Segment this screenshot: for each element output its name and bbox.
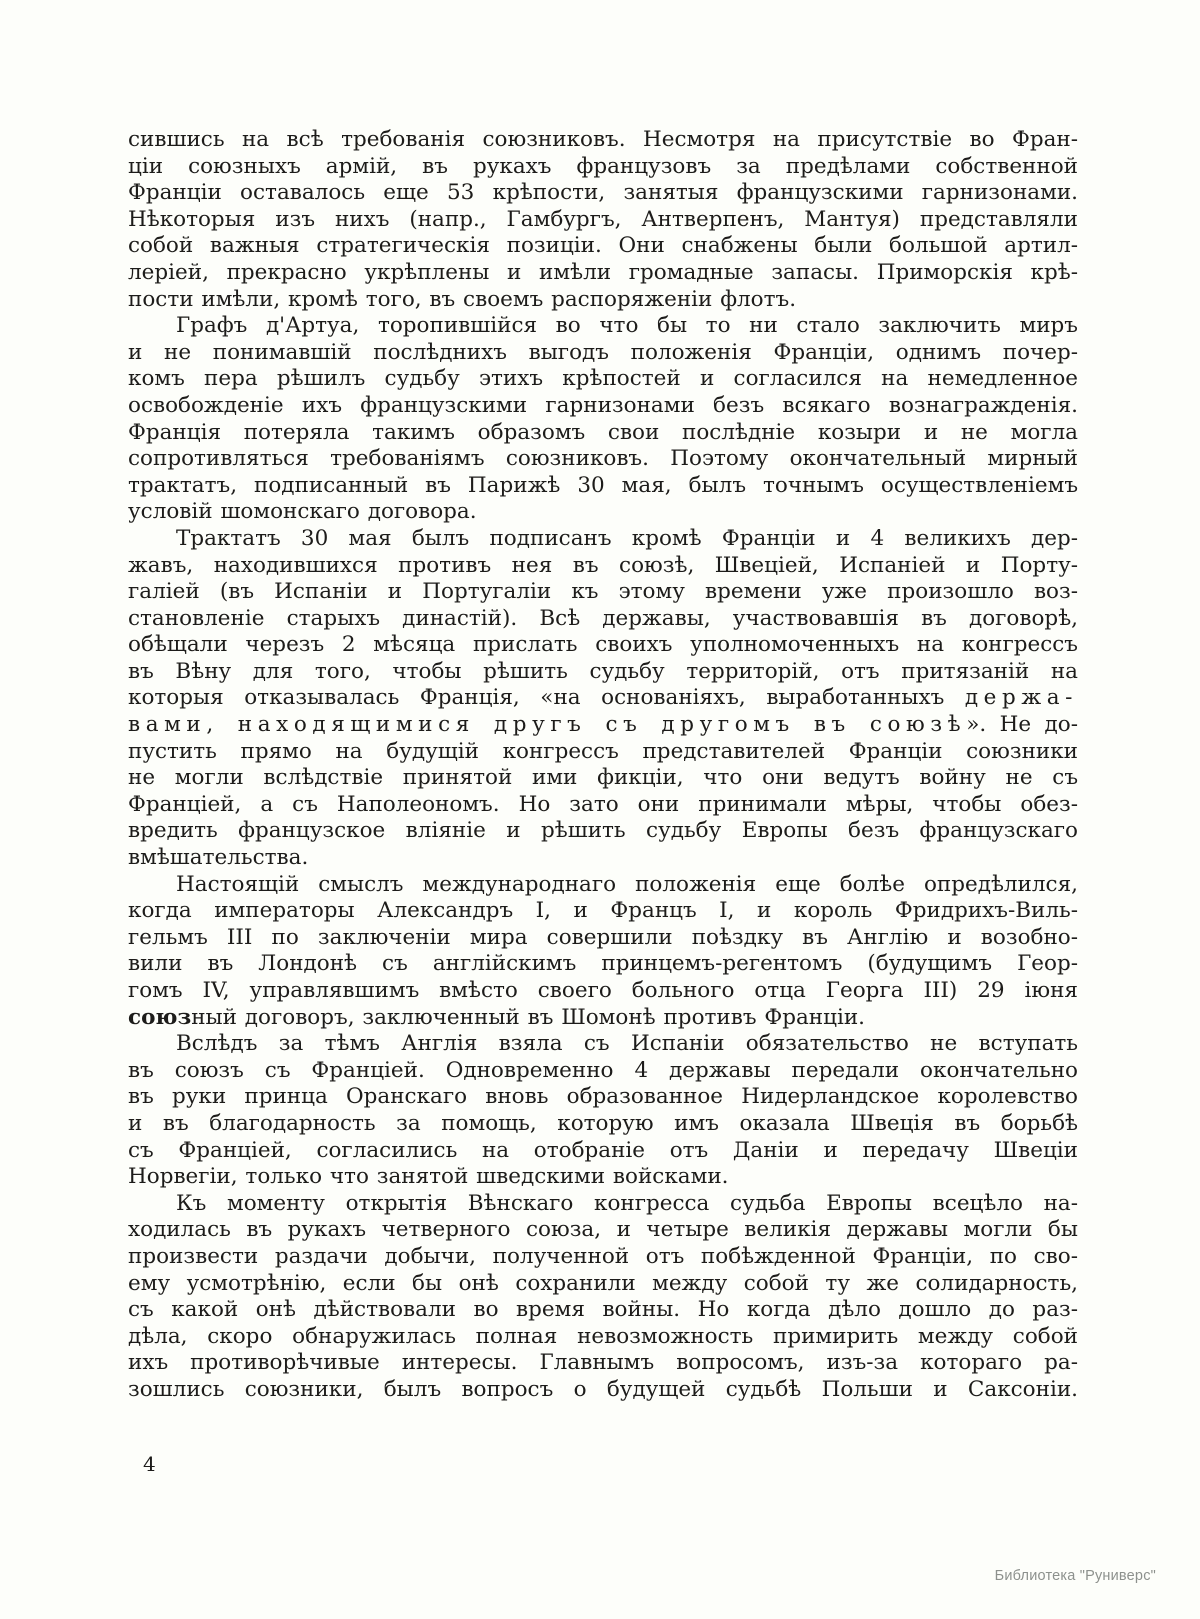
text-line	[128, 366, 1078, 393]
text-run: Франція потеряла такимъ образомъ свои послѣдніе козыри и не могла	[128, 419, 1078, 445]
text-line	[128, 712, 1078, 739]
text-run: въ Вѣну для того, чтобы рѣшить судьбу территорій, отъ притязаній на	[128, 658, 1078, 684]
text-line	[128, 287, 1078, 314]
text-run: не могли вслѣдствіе принятой ими фикціи, что они ведутъ войну не съ	[128, 765, 1078, 791]
text-line	[128, 765, 1078, 792]
text-run: собой важныя стратегическія позиціи. Они снабжены были большой артил-	[128, 233, 1078, 259]
text-line	[128, 951, 1078, 978]
text-line	[128, 1271, 1078, 1298]
text-line	[128, 1138, 1078, 1165]
text-line	[128, 473, 1078, 500]
text-line	[128, 499, 1078, 526]
text-run: пости имѣли, кромѣ того, въ своемъ распоряженіи флотъ.	[128, 286, 797, 312]
text-line	[128, 925, 1078, 952]
text-run: ». Не до-	[966, 712, 1079, 738]
text-line	[128, 313, 1078, 340]
text-run: въ руки принца Оранскаго вновь образованное Нидерландское королевство	[128, 1084, 1078, 1110]
text-run: сопротивляться требованіямъ союзниковъ. Поэтому окончательный мирный	[128, 446, 1078, 472]
text-line	[128, 1058, 1078, 1085]
page-text	[128, 127, 1078, 1404]
text-run: вили въ Лондонѣ съ англійскимъ принцемъ-регентомъ (будущимъ Геор-	[128, 951, 1078, 977]
text-line	[128, 127, 1078, 154]
text-line	[128, 1111, 1078, 1138]
text-line	[128, 154, 1078, 181]
paragraph	[128, 313, 1078, 526]
text-line	[128, 659, 1078, 686]
text-line	[128, 260, 1078, 287]
text-run: Франціей, а съ Наполеономъ. Но зато они принимали мѣры, чтобы обез-	[128, 791, 1078, 817]
text-line	[128, 845, 1078, 872]
text-run: обѣщали черезъ 2 мѣсяца прислать своихъ уполномоченныхъ на конгрессъ	[128, 632, 1078, 658]
text-run: съ какой онѣ дѣйствовали во время войны. Но когда дѣло дошло до раз-	[128, 1297, 1078, 1323]
text-line	[128, 792, 1078, 819]
text-run: ихъ противорѣчивые интересы. Главнымъ вопросомъ, изъ-за котораго ра-	[128, 1350, 1078, 1376]
text-run: когда императоры Александръ I, и Францъ I, и король Фридрихъ-Виль-	[128, 898, 1078, 924]
text-line	[128, 579, 1078, 606]
text-line	[128, 978, 1078, 1005]
text-line	[128, 632, 1078, 659]
text-run: становленіе старыхъ династій). Всѣ державы, участвовавшія въ договорѣ,	[128, 605, 1078, 631]
text-run: дѣла, скоро обнаружилась полная невозможность примирить между собой	[128, 1323, 1078, 1349]
text-run: Къ моменту открытія Вѣнскаго конгресса судьба Европы всецѣло на-	[176, 1190, 1078, 1216]
text-run: освобожденіе ихъ французскими гарнизонами безъ всякаго вознагражденія.	[128, 392, 1078, 418]
text-run: Графъ д'Артуа, торопившійся во что бы то ни стало заключить миръ	[176, 313, 1078, 339]
text-line	[128, 180, 1078, 207]
text-run: гомъ IV, управлявшимъ вмѣсто своего больного отца Георга III) 29 іюня	[128, 978, 1078, 1003]
text-line	[128, 818, 1078, 845]
letterspaced-emphasis: держа-	[964, 685, 1078, 711]
text-run: съ Франціей, согласились на отобраніе отъ Даніи и передачу Швеціи	[128, 1137, 1078, 1163]
text-line	[128, 685, 1078, 712]
paragraph	[128, 872, 1078, 1032]
text-line	[128, 1217, 1078, 1244]
text-run: гельмъ III по заключеніи мира совершили поѣздку въ Англію и возобно-	[128, 924, 1078, 950]
text-line	[128, 553, 1078, 580]
text-line	[128, 1031, 1078, 1058]
text-run: пустить прямо на будущій конгрессъ представителей Франціи союзники	[128, 738, 1078, 764]
text-run: галіей (въ Испаніи и Португаліи къ этому времени уже произошло воз-	[128, 579, 1078, 605]
text-run: вредить французское вліяніе и рѣшить судьбу Европы безъ французскаго	[128, 818, 1078, 844]
bold-text: союз	[128, 1004, 192, 1030]
text-run: условій шомонскаго договора.	[128, 499, 477, 525]
text-line	[128, 446, 1078, 473]
text-run: леріей, прекрасно укрѣплены и имѣли громадные запасы. Приморскія крѣ-	[128, 259, 1078, 285]
text-run: ціи союзныхъ армій, въ рукахъ французовъ за предѣлами собственной	[128, 153, 1078, 179]
text-run: Нѣкоторыя изъ нихъ (напр., Гамбургъ, Антверпенъ, Мантуя) представляли	[128, 206, 1078, 232]
text-run: и въ благодарность за помощь, которую имъ оказала Швеція въ борьбѣ	[128, 1110, 1078, 1136]
text-line	[128, 606, 1078, 633]
text-run: ный договоръ, заключенный въ Шомонѣ противъ Франціи.	[191, 1004, 865, 1030]
text-run: комъ пера рѣшилъ судьбу этихъ крѣпостей и согласился на немедленное	[128, 366, 1078, 392]
text-line	[128, 420, 1078, 447]
text-line	[128, 393, 1078, 420]
text-run: Франціи оставалось еще 53 крѣпости, занятыя французскими гарнизонами.	[128, 180, 1078, 206]
text-line	[128, 1377, 1078, 1404]
text-line	[128, 207, 1078, 234]
library-watermark: Библиотека "Руниверс"	[994, 1568, 1156, 1584]
text-line	[128, 872, 1078, 899]
text-run: ему усмотрѣнію, если бы онѣ сохранили между собой ту же солидарность,	[128, 1270, 1078, 1296]
text-line	[128, 1324, 1078, 1351]
text-run: Вслѣдъ за тѣмъ Англія взяла съ Испаніи обязательство не вступать	[176, 1031, 1078, 1057]
text-run: ходилась въ рукахъ четверного союза, и четыре великія державы могли бы	[128, 1217, 1078, 1243]
text-line	[128, 1164, 1078, 1191]
text-line	[128, 739, 1078, 766]
text-line	[128, 1350, 1078, 1377]
text-line	[128, 1244, 1078, 1271]
text-run: вмѣшательства.	[128, 845, 309, 871]
paragraph	[128, 526, 1078, 872]
text-run: Настоящій смыслъ международнаго положенія еще болѣе опредѣлился,	[176, 871, 1078, 897]
text-line	[128, 1297, 1078, 1324]
text-run: зошлись союзники, былъ вопросъ о будущей судьбѣ Польши и Саксоніи.	[128, 1376, 1078, 1402]
text-line	[128, 1084, 1078, 1111]
text-line	[128, 233, 1078, 260]
paragraph	[128, 127, 1078, 313]
text-line	[128, 1005, 1078, 1032]
paragraph	[128, 1031, 1078, 1191]
text-run: въ союзъ съ Франціей. Одновременно 4 державы передали окончательно	[128, 1057, 1078, 1083]
text-run: сившись на всѣ требованія союзниковъ. Несмотря на присутствіе во Фран-	[128, 127, 1078, 152]
text-run: трактатъ, подписанный въ Парижѣ 30 мая, былъ точнымъ осуществленіемъ	[128, 472, 1078, 498]
text-line	[128, 340, 1078, 367]
text-line	[128, 526, 1078, 553]
text-run: которыя отказывалась Франція, «на основаніяхъ, выработанныхъ	[128, 685, 965, 711]
page-number: 4	[143, 1452, 156, 1476]
text-run: жавъ, находившихся противъ нея въ союзѣ, Швеціей, Испаніей и Порту-	[128, 552, 1078, 578]
text-line	[128, 898, 1078, 925]
letterspaced-emphasis: вами, находящимися другъ съ другомъ въ союзѣ	[128, 712, 967, 738]
text-line	[128, 1191, 1078, 1218]
text-run: Норвегіи, только что занятой шведскими войсками.	[128, 1164, 729, 1190]
text-run: Трактатъ 30 мая былъ подписанъ кромѣ Франціи и 4 великихъ дер-	[176, 525, 1078, 551]
paragraph	[128, 1191, 1078, 1404]
text-run: произвести раздачи добычи, полученной отъ побѣжденной Франціи, по сво-	[128, 1243, 1078, 1269]
text-run: и не понимавшій послѣднихъ выгодъ положенія Франціи, однимъ почер-	[128, 339, 1078, 365]
